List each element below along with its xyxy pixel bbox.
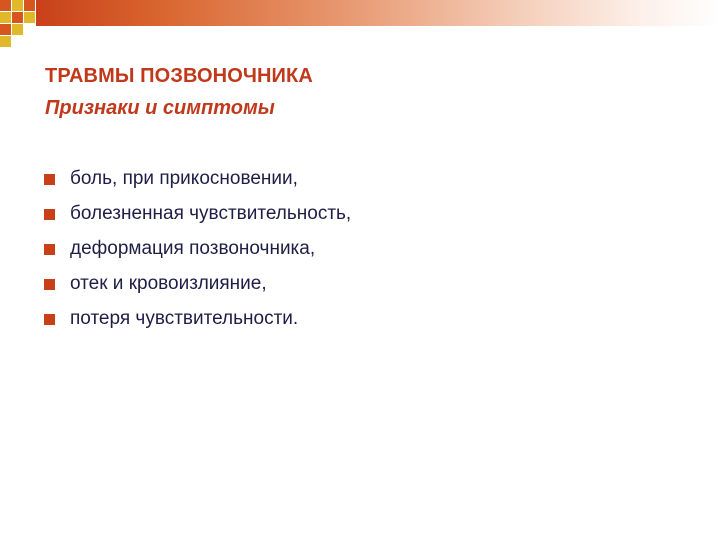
list-item	[44, 165, 351, 193]
corner-square	[0, 0, 11, 11]
slide-title: ТРАВМЫ ПОЗВОНОЧНИКА	[45, 65, 313, 87]
square-bullet-icon	[44, 279, 55, 290]
bullet-list	[44, 165, 351, 340]
square-bullet-icon	[44, 209, 55, 220]
corner-square	[0, 12, 11, 23]
square-bullet-icon	[44, 314, 55, 325]
title-block	[45, 63, 313, 121]
bullet-text: болезненная чувствительность,	[70, 203, 352, 224]
header-gradient-band	[36, 0, 720, 26]
list-item	[44, 235, 351, 263]
list-item	[44, 200, 351, 228]
corner-square	[12, 24, 23, 35]
corner-square	[0, 36, 11, 47]
corner-square	[12, 12, 23, 23]
slide-subtitle: Признаки и симптомы	[45, 97, 275, 119]
bullet-text: боль, при прикосновении,	[70, 168, 298, 189]
corner-square	[12, 0, 23, 11]
bullet-text: деформация позвоночника,	[70, 238, 316, 259]
list-item	[44, 305, 351, 333]
list-item	[44, 270, 351, 298]
corner-square	[0, 24, 11, 35]
square-bullet-icon	[44, 244, 55, 255]
corner-square	[24, 12, 35, 23]
corner-square	[24, 0, 35, 11]
bullet-text: потеря чувствительности.	[70, 308, 299, 329]
square-bullet-icon	[44, 174, 55, 185]
bullet-text: отек и кровоизлияние,	[70, 273, 267, 294]
